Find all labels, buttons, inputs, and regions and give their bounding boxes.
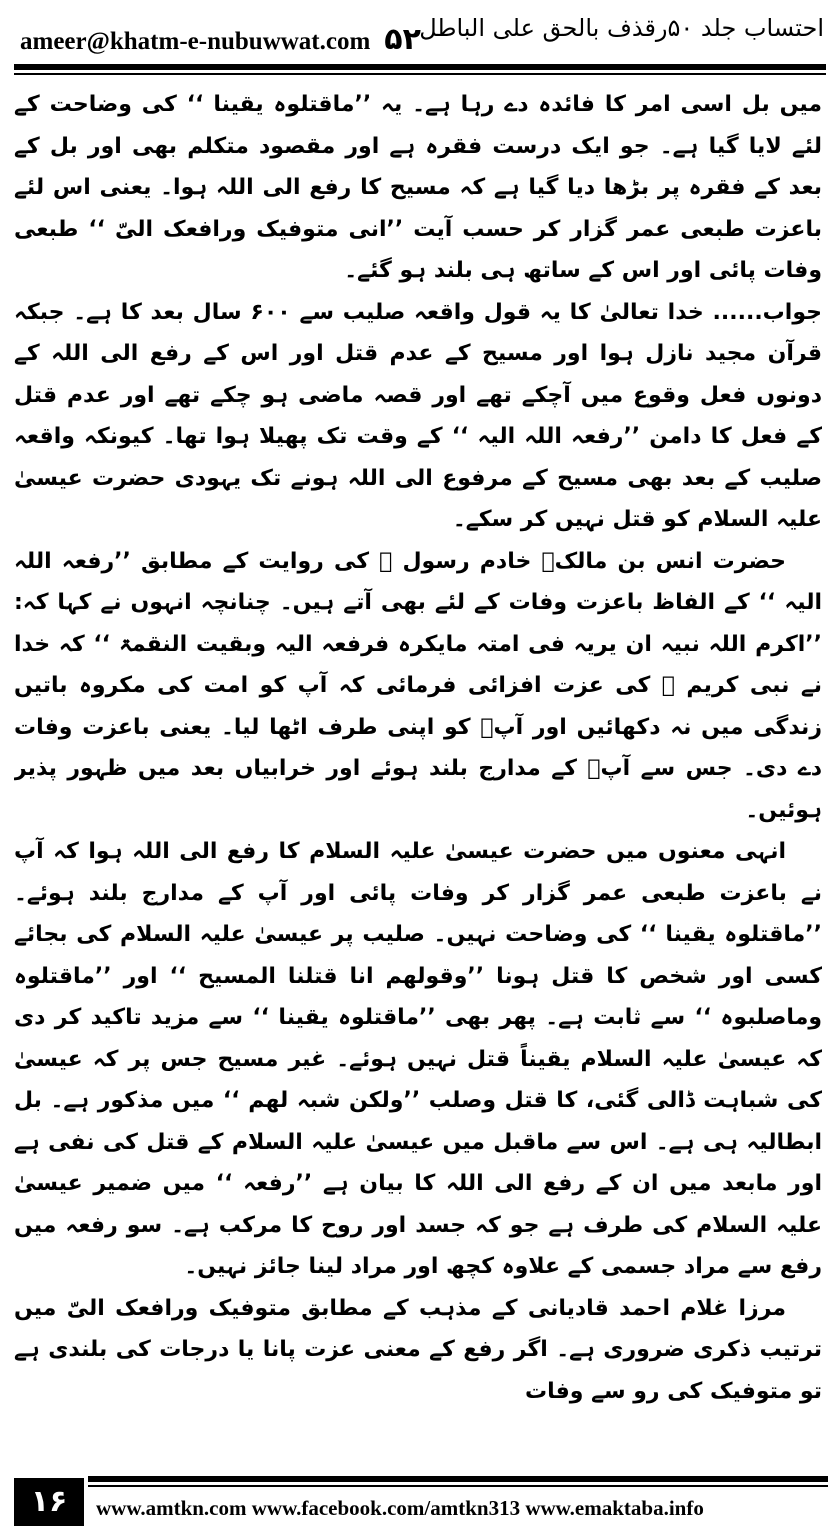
body-text	[14, 84, 822, 1434]
page-footer	[0, 1466, 840, 1540]
header-rule-thick	[14, 64, 826, 70]
footer-rule-thick	[88, 1476, 828, 1482]
footer-rule-thin	[88, 1485, 828, 1487]
paragraph-2: جواب...... خدا تعالیٰ کا یہ قول واقعہ صلیب سے ۶۰۰ سال بعد کا ہے۔ جبکہ قرآن مجید نازل ہوا اور مسیح کے عدم قتل اور اس کے رفع الی اللہ کے دونوں فعل وقوع میں آچکے تھے اور قصہ ماضی ہو چکے تھے اور عدم قتل کے فعل کا دامن ’’رفعہ اللہ الیہ ‘‘ کے وقت تک پھیلا ہوا تھا۔ کیونکہ واقعہ صلیب کے بعد بھی مسیح کے مرفوع الی اللہ ہونے تک یہودی حضرت عیسیٰ علیہ السلام کو قتل نہیں کر سکے۔	[14, 299, 822, 532]
paragraph-1: میں بل اسی امر کا فائدہ دے رہا ہے۔ یہ ’’ماقتلوہ یقینا ‘‘ کی وضاحت کے لئے لایا گیا ہے۔ جو ایک درست فقرہ ہے اور مقصود متکلم بھی اور بل کے بعد کے فقرہ پر بڑھا دیا گیا ہے کہ مسیح کا رفع الی اللہ ہوا۔ یعنی اس لئے باعزت طبعی عمر گزار کر حسب آیت ’’انی متوفیک ورافعک الیّ ‘‘ طبعی وفات پائی اور اس کے ساتھ ہی بلند ہو گئے۔	[14, 92, 822, 283]
header-email: ameer@khatm-e-nubuwwat.com	[20, 28, 371, 55]
header-page-number: ۵۲	[384, 22, 421, 57]
page-header	[0, 0, 840, 78]
paragraph-5: مرزا غلام احمد قادیانی کے مذہب کے مطابق متوفیک ورافعک الیّ میں ترتیب ذکری ضروری ہے۔ اگر رفع کے معنی عزت پانا یا درجات کی بلندی ہے تو متوفیک کی رو سے وفات	[14, 1295, 822, 1404]
footer-page-number: ۱۶	[14, 1478, 84, 1526]
paragraph-4: انہی معنوں میں حضرت عیسیٰ علیہ السلام کا رفع الی اللہ ہوا کہ آپ نے باعزت طبعی عمر گزار کر وفات پائی اور آپ کے مدارج بلند ہوئے۔ ’’ماقتلوہ یقینا ‘‘ کی وضاحت نہیں۔ صلیب پر عیسیٰ علیہ السلام کی بجائے کسی اور شخص کا قتل ہونا ’’وقولھم انا قتلنا المسیح ‘‘ اور ’’ماقتلوہ وماصلبوہ ‘‘ سے ثابت ہے۔ پھر بھی ’’ماقتلوہ یقینا ‘‘ سے مزید تاکید کر دی کہ عیسیٰ علیہ السلام یقیناً قتل نہیں ہوئے۔ غیر مسیح جس پر کہ عیسیٰ کی شباہت ڈالی گئی، کا قتل وصلب ’’ولکن شبہ لھم ‘‘ میں مذکور ہے۔ بل ابطالیہ ہی ہے۔ اس سے ماقبل میں عیسیٰ علیہ السلام کے قتل کی نفی ہے اور مابعد میں ان کے رفع الی اللہ کا بیان ہے ’’رفعہ ‘‘ میں ضمیر عیسیٰ علیہ السلام کی طرف ہے جو کہ جسد اور روح کا مرکب ہے۔ سو رفعہ میں رفع سے مراد جسمی کے علاوہ کچھ اور مراد لینا جائز نہیں۔	[14, 839, 822, 1279]
header-book-title: احتساب جلد ۵۰رقذف بالحق علی الباطل	[419, 14, 824, 42]
header-rule-thin	[14, 73, 826, 75]
footer-urls: www.amtkn.com www.facebook.com/amtkn313 www.emaktaba.info	[96, 1496, 704, 1520]
paragraph-3: حضرت انس بن مالکؓ خادم رسول ﷺ کی روایت کے مطابق ’’رفعہ اللہ الیہ ‘‘ کے الفاظ باعزت وفات کے لئے بھی آتے ہیں۔ چنانچہ انہوں نے کہا کہ: ’’اکرم اللہ نبیہ ان یریہ فی امتہ مایکرہ فرفعہ الیہ وبقیت النقمۃ ‘‘ کہ خدا نے نبی کریم ﷺ کی عزت افزائی فرمائی کہ آپ کو امت کی مکروہ باتیں زندگی میں نہ دکھائیں اور آپؐ کو اپنی طرف اٹھا لیا۔ یعنی باعزت وفات دے دی۔ جس سے آپؐ کے مدارج بلند ہوئے اور خرابیاں بعد میں ظہور پذیر ہوئیں۔	[14, 548, 822, 823]
header-left	[20, 22, 421, 57]
